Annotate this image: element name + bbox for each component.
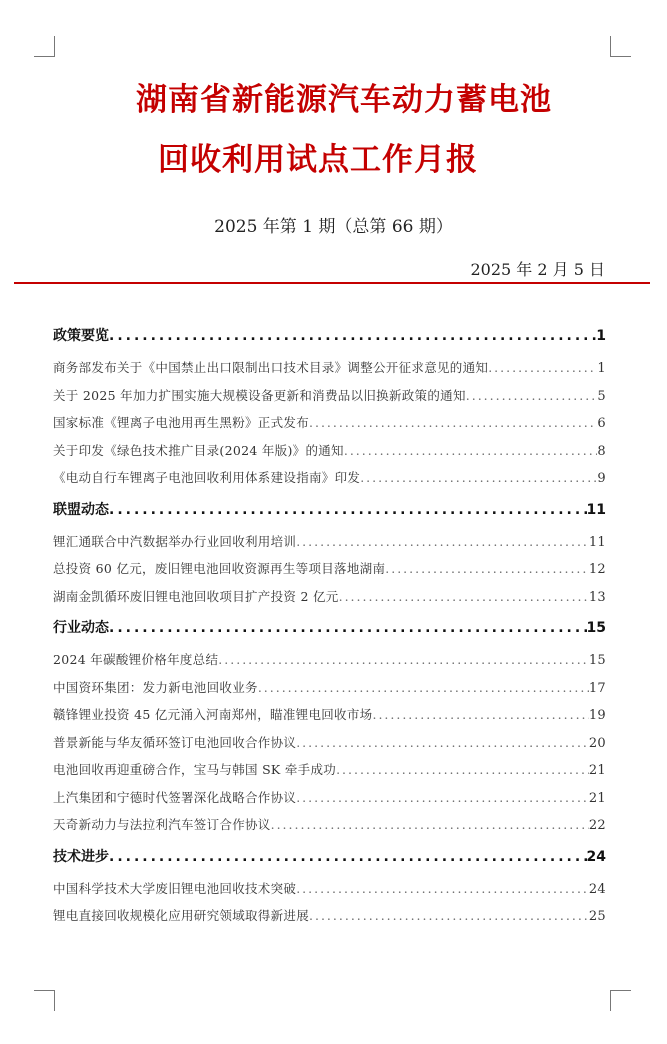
- toc-entry-page: 24: [588, 881, 606, 897]
- toc-section-industry[interactable]: [53, 610, 606, 646]
- toc-entry-page: 9: [597, 471, 606, 486]
- toc-entry-page: 17: [588, 680, 606, 696]
- report-title-line-2: 回收利用试点工作月报: [158, 142, 478, 178]
- toc-entry-page: 21: [588, 763, 606, 778]
- toc-section-technology[interactable]: [53, 839, 606, 875]
- toc-leader: [296, 875, 589, 903]
- toc-entry-title: 总投资 60 亿元，废旧锂电池回收资源再生等项目落地湖南: [53, 561, 386, 576]
- toc-leader: [109, 318, 596, 354]
- toc-entry[interactable]: [53, 902, 606, 930]
- toc-entry[interactable]: [53, 756, 606, 784]
- toc-leader: [109, 492, 587, 528]
- publish-date: 2025 年 2 月 5 日: [470, 260, 605, 279]
- toc-entry-page: 6: [597, 416, 606, 431]
- crop-mark-top-left: [34, 36, 55, 57]
- toc-leader: [336, 756, 589, 784]
- toc-section-title: 政策要览: [53, 328, 109, 344]
- toc-section-page: 24: [586, 848, 606, 865]
- toc-leader: [360, 464, 597, 492]
- toc-entry[interactable]: [53, 875, 606, 903]
- toc-leader: [109, 839, 587, 875]
- toc-leader: [309, 902, 589, 930]
- toc-entry-title: 湖南金凯循环废旧锂电池回收项目扩产投资 2 亿元: [53, 588, 339, 604]
- toc-entry-title: 普景新能与华友循环签订电池回收合作协议: [53, 734, 297, 750]
- toc-entry[interactable]: [53, 729, 606, 757]
- toc-entry-page: 19: [588, 708, 606, 723]
- crop-mark-bottom-right: [610, 990, 631, 1011]
- report-title-line-1: 湖南省新能源汽车动力蓄电池: [136, 82, 552, 118]
- toc-section-page: 1: [596, 328, 606, 344]
- toc-leader: [271, 811, 589, 839]
- toc-entry[interactable]: [53, 464, 606, 492]
- toc-entry-title: 电池回收再迎重磅合作，宝马与韩国 SK 牵手成功: [53, 762, 337, 777]
- toc-entry-page: 8: [597, 443, 606, 459]
- toc-entry-title: 关于 2025 年加力扩围实施大规模设备更新和消费品以旧换新政策的通知: [53, 387, 466, 403]
- toc-entry-page: 22: [588, 818, 606, 833]
- toc-entry-title: 国家标准《锂离子电池用再生黑粉》正式发布: [53, 415, 310, 430]
- toc-leader: [339, 583, 589, 611]
- toc-entry-page: 25: [588, 909, 606, 924]
- toc-entry-title: 《电动自行车锂离子电池回收利用体系建设指南》印发: [53, 470, 361, 485]
- toc-entry-page: 5: [597, 388, 606, 404]
- toc-section-policy[interactable]: [53, 318, 606, 354]
- toc-entry[interactable]: [53, 784, 606, 812]
- toc-section-title: 行业动态: [53, 620, 109, 636]
- crop-mark-top-right: [610, 36, 631, 57]
- crop-mark-bottom-left: [34, 990, 55, 1011]
- toc-entry-title: 赣锋锂业投资 45 亿元涌入河南郑州，瞄准锂电回收市场: [53, 707, 373, 722]
- table-of-contents: [53, 318, 606, 930]
- toc-entry[interactable]: [53, 811, 606, 839]
- toc-entry-title: 锂电直接回收规模化应用研究领域取得新进展: [53, 908, 310, 923]
- toc-leader: [109, 610, 587, 646]
- toc-entry-page: 1: [597, 361, 606, 376]
- toc-entry-page: 13: [588, 589, 606, 605]
- toc-leader: [344, 437, 598, 465]
- toc-leader: [372, 701, 588, 729]
- toc-entry-title: 关于印发《绿色技术推广目录(2024 年版)》的通知: [53, 442, 344, 458]
- toc-entry[interactable]: [53, 674, 606, 702]
- toc-entry[interactable]: [53, 528, 606, 556]
- toc-entry-title: 中国科学技术大学废旧锂电池回收技术突破: [53, 880, 297, 896]
- toc-section-page: 11: [586, 501, 606, 518]
- toc-entry-title: 2024 年碳酸锂价格年度总结: [53, 652, 219, 667]
- toc-entry[interactable]: [53, 409, 606, 437]
- toc-entry[interactable]: [53, 354, 606, 382]
- toc-entry-title: 上汽集团和宁德时代签署深化战略合作协议: [53, 789, 297, 805]
- toc-section-title: 联盟动态: [53, 501, 109, 518]
- toc-entry-page: 21: [588, 790, 606, 806]
- red-divider: [14, 282, 650, 284]
- toc-leader: [296, 528, 589, 556]
- toc-leader: [488, 354, 597, 382]
- toc-entry-page: 15: [588, 653, 606, 668]
- toc-section-page: 15: [586, 620, 606, 636]
- toc-entry[interactable]: [53, 646, 606, 674]
- toc-leader: [296, 729, 589, 757]
- issue-number: 2025 年第 1 期（总第 66 期）: [214, 217, 453, 237]
- toc-entry-title: 锂汇通联合中汽数据举办行业回收利用培训: [53, 533, 297, 549]
- toc-leader: [309, 409, 597, 437]
- toc-entry[interactable]: [53, 583, 606, 611]
- toc-entry[interactable]: [53, 701, 606, 729]
- toc-entry[interactable]: [53, 437, 606, 465]
- toc-entry-title: 天奇新动力与法拉利汽车签订合作协议: [53, 817, 271, 832]
- toc-entry-page: 11: [588, 534, 606, 550]
- toc-section-alliance[interactable]: [53, 492, 606, 528]
- toc-entry-title: 中国资环集团：发力新电池回收业务: [53, 679, 258, 695]
- toc-entry-title: 商务部发布关于《中国禁止出口限制出口技术目录》调整公开征求意见的通知: [53, 360, 489, 375]
- toc-leader: [258, 674, 589, 702]
- toc-leader: [218, 646, 589, 674]
- toc-entry[interactable]: [53, 382, 606, 410]
- toc-entry-page: 12: [588, 562, 606, 577]
- toc-section-title: 技术进步: [53, 848, 109, 865]
- toc-leader: [296, 784, 589, 812]
- toc-leader: [466, 382, 598, 410]
- toc-entry-page: 20: [588, 735, 606, 751]
- toc-entry[interactable]: [53, 555, 606, 583]
- toc-leader: [385, 555, 589, 583]
